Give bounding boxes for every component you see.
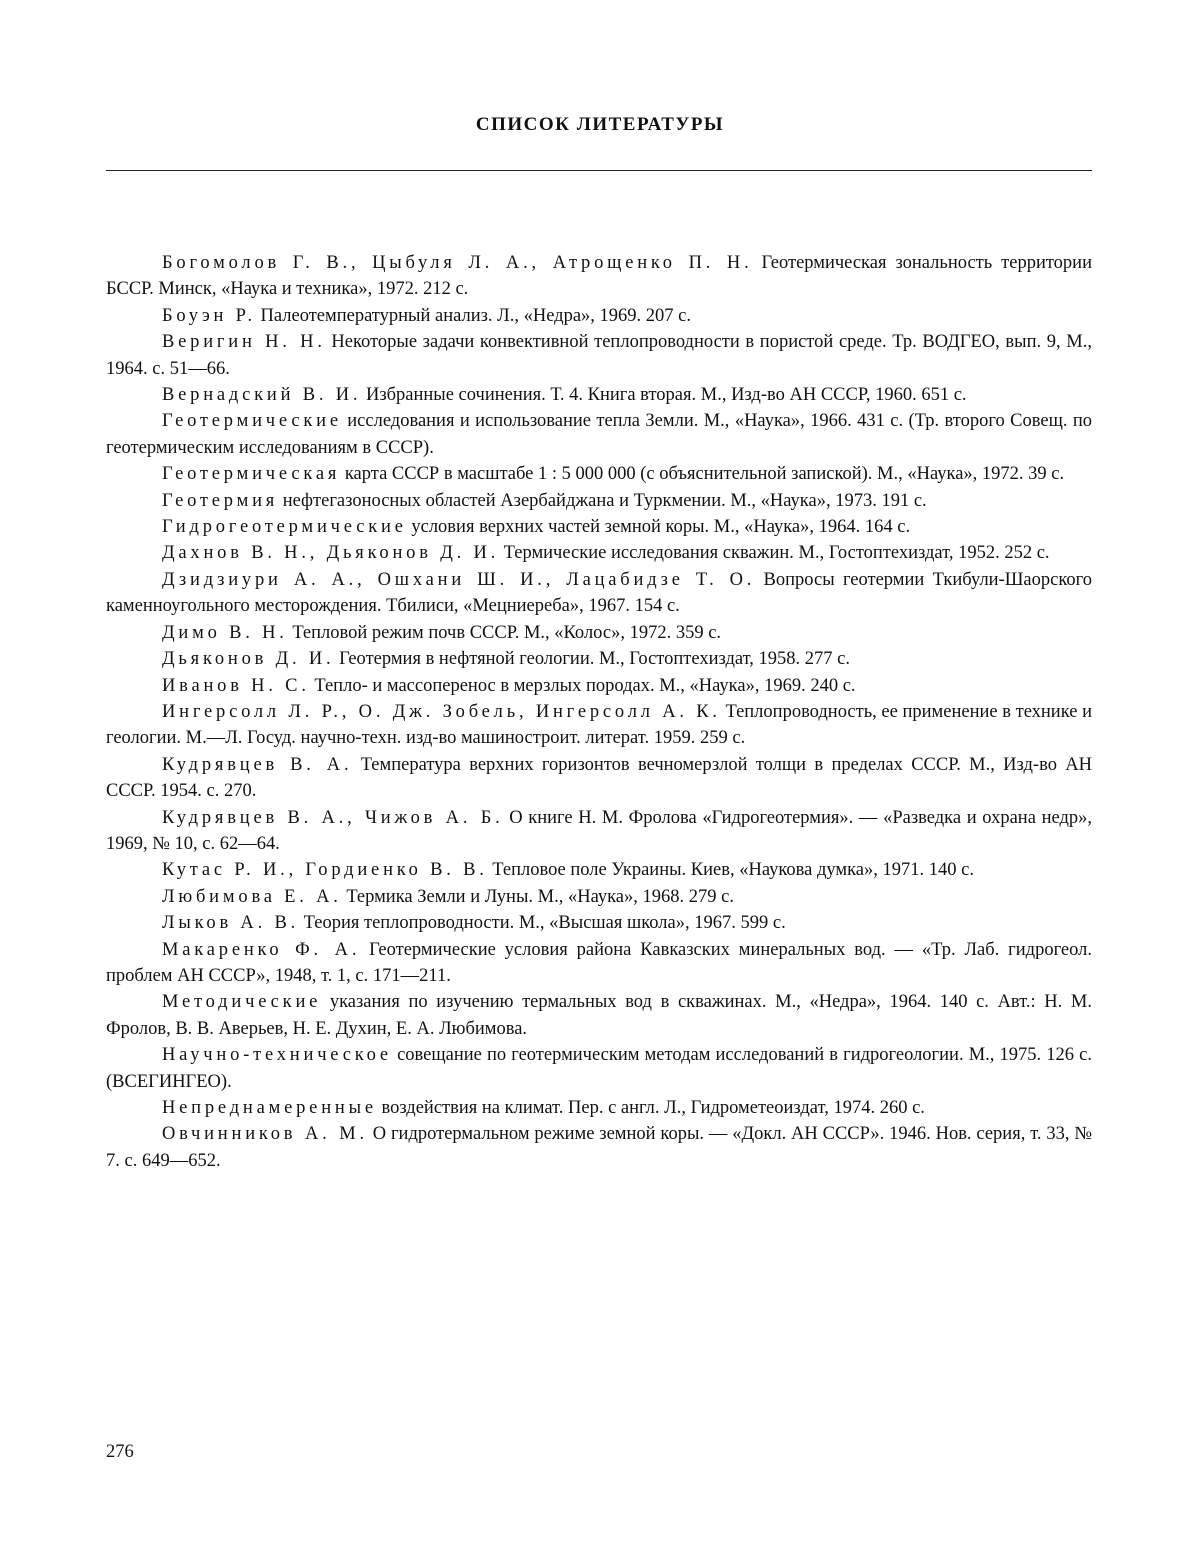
reference-author: Методические [162, 992, 322, 1013]
reference-text: совещание по геотермическим методам исследований в гидрогеологии. М., 1975. 126 с. (ВСЕГИНГЕО). [106, 1045, 1092, 1092]
reference-author: Димо В. Н. [162, 622, 288, 643]
reference-text: исследования и использование тепла Земли. М., «Наука», 1966. 431 с. (Тр. второго Совещ. по геотермическим исследованиям в СССР). [106, 411, 1092, 458]
reference-entry [106, 1095, 1092, 1121]
reference-author: Непреднамеренные [162, 1098, 377, 1118]
reference-text: нефтегазоносных областей Азербайджана и Туркмении. М., «Наука», 1973. 191 с. [278, 490, 927, 511]
reference-text: Теория теплопроводности. М., «Высшая школа», 1967. 599 с. [299, 913, 786, 934]
reference-text: Палеотемпературный анализ. Л., «Недра», 1969. 207 с. [255, 305, 692, 326]
reference-entry [106, 1121, 1092, 1174]
reference-author: Дьяконов Д. И. [162, 649, 335, 670]
reference-text: Термические исследования скважин. М., Гостоптехиздат, 1952. 252 с. [499, 543, 1050, 564]
reference-author: Любимова Е. А. [162, 886, 342, 907]
reference-text: Вопросы геотермии Ткибули-Шаорского каменноугольного месторождения. Тбилиси, «Мецниереба», 1967. 154 с. [106, 569, 1092, 617]
reference-author: Дахнов В. Н., Дьяконов Д. И. [162, 543, 500, 564]
reference-author: Геотермическая [162, 464, 341, 485]
reference-entry [106, 699, 1092, 752]
reference-entry [106, 567, 1092, 620]
reference-entry [106, 1042, 1092, 1095]
reference-text: воздействия на климат. Пер. с англ. Л., Гидрометеоиздат, 1974. 260 с. [376, 1098, 925, 1118]
reference-author: Вернадский В. И. [162, 385, 362, 406]
reference-entry [106, 857, 1092, 883]
reference-list [106, 250, 1092, 1174]
reference-entry [106, 303, 1092, 329]
reference-entry [106, 646, 1092, 672]
reference-author: Овчинников А. М. [162, 1124, 368, 1145]
reference-entry [106, 540, 1092, 566]
reference-text: О гидротермальном режиме земной коры. — «Докл. АН СССР». 1946. Нов. серия, т. 33, № 7. с. 649—652. [106, 1124, 1092, 1171]
reference-text: Температура верхних горизонтов вечномерзлой толщи в пределах СССР. М., Изд-во АН СССР. 1954. с. 270. [106, 754, 1092, 802]
reference-author: Лыков А. В. [162, 913, 300, 934]
reference-entry [106, 329, 1092, 382]
reference-author: Иванов Н. С. [162, 675, 310, 696]
reference-author: Дзидзиури А. А., Ошхани Ш. И., Лацабидзе Т. О. [162, 569, 756, 590]
reference-entry [106, 910, 1092, 936]
reference-text: Тепловой режим почв СССР. М., «Колос», 1972. 359 с. [287, 622, 722, 643]
reference-text: Тепло- и массоперенос в мерзлых породах. М., «Наука», 1969. 240 с. [309, 675, 856, 696]
reference-author: Богомолов Г. В., Цыбуля Л. А., Атрощенко П. Н. [162, 253, 753, 273]
reference-entry [106, 250, 1092, 303]
reference-text: Теплопроводность, ее применение в технике и геологии. М.—Л. Госуд. научно-техн. изд-во машиностроит. литерат. 1959. 259 с. [106, 701, 1092, 749]
reference-entry [106, 461, 1092, 487]
reference-text: карта СССР в масштабе 1 : 5 000 000 (с объяснительной запиской). М., «Наука», 1972. 39 с. [340, 464, 1065, 485]
reference-text: Избранные сочинения. Т. 4. Книга вторая. М., Изд-во АН СССР, 1960. 651 с. [361, 385, 967, 406]
reference-author: Кудрявцев В. А., Чижов А. Б. [162, 807, 504, 828]
reference-text: Термика Земли и Луны. М., «Наука», 1968. 279 с. [341, 886, 734, 907]
reference-text: Геотермические условия района Кавказских минеральных вод. — «Тр. Лаб. гидрогеол. проблем АН СССР», 1948, т. 1, с. 171—211. [106, 939, 1093, 986]
reference-author: Кудрявцев В. А. [162, 754, 353, 775]
reference-author: Макаренко Ф. А. [162, 939, 361, 960]
reference-entry [106, 752, 1092, 805]
heading-rule [106, 170, 1092, 171]
reference-author: Геотермические [162, 411, 342, 432]
reference-entry [106, 408, 1092, 461]
page-number: 276 [106, 1442, 134, 1462]
reference-author: Гидрогеотермические [162, 517, 407, 538]
reference-author: Научно-техническое [162, 1045, 392, 1066]
reference-entry [106, 488, 1092, 514]
reference-entry [106, 937, 1092, 990]
reference-entry [106, 620, 1092, 646]
reference-author: Кутас Р. И., Гордиенко В. В. [162, 860, 488, 881]
reference-author: Боуэн Р. [162, 305, 256, 326]
reference-text: условия верхних частей земной коры. М., «Наука», 1964. 164 с. [406, 517, 911, 538]
reference-entry [106, 514, 1092, 540]
reference-entry [106, 382, 1092, 408]
reference-entry [106, 989, 1092, 1042]
reference-text: Некоторые задачи конвективной теплопроводности в пористой среде. Тр. ВОДГЕО, вып. 9, М., 1964. с. 51—66. [106, 332, 1092, 379]
reference-text: Тепловое поле Украины. Киев, «Наукова думка», 1971. 140 с. [487, 860, 974, 881]
reference-entry [106, 884, 1092, 910]
reference-text: Геотермическая зональность территории БССР. Минск, «Наука и техника», 1972. 212 с. [106, 253, 1092, 300]
reference-author: Ингерсолл Л. Р., О. Дж. Зобель, Ингерсолл А. К. [162, 701, 721, 722]
reference-text: О книге Н. М. Фролова «Гидрогеотермия». — «Разведка и охрана недр», 1969, № 10, с. 62—64. [106, 807, 1092, 854]
page-heading: СПИСОК ЛИТЕРАТУРЫ [475, 114, 725, 135]
reference-entry [106, 673, 1092, 699]
reference-text: Геотермия в нефтяной геологии. М., Гостоптехиздат, 1958. 277 с. [334, 649, 850, 670]
reference-author: Геотермия [162, 490, 279, 511]
reference-author: Веригин Н. Н. [162, 332, 326, 353]
reference-text: указания по изучению термальных вод в скважинах. М., «Недра», 1964. 140 с. Авт.: Н. М. Фролов, В. В. Аверьев, Н. Е. Духин, Е. А. Любимова. [106, 992, 1092, 1039]
reference-entry [106, 805, 1092, 858]
